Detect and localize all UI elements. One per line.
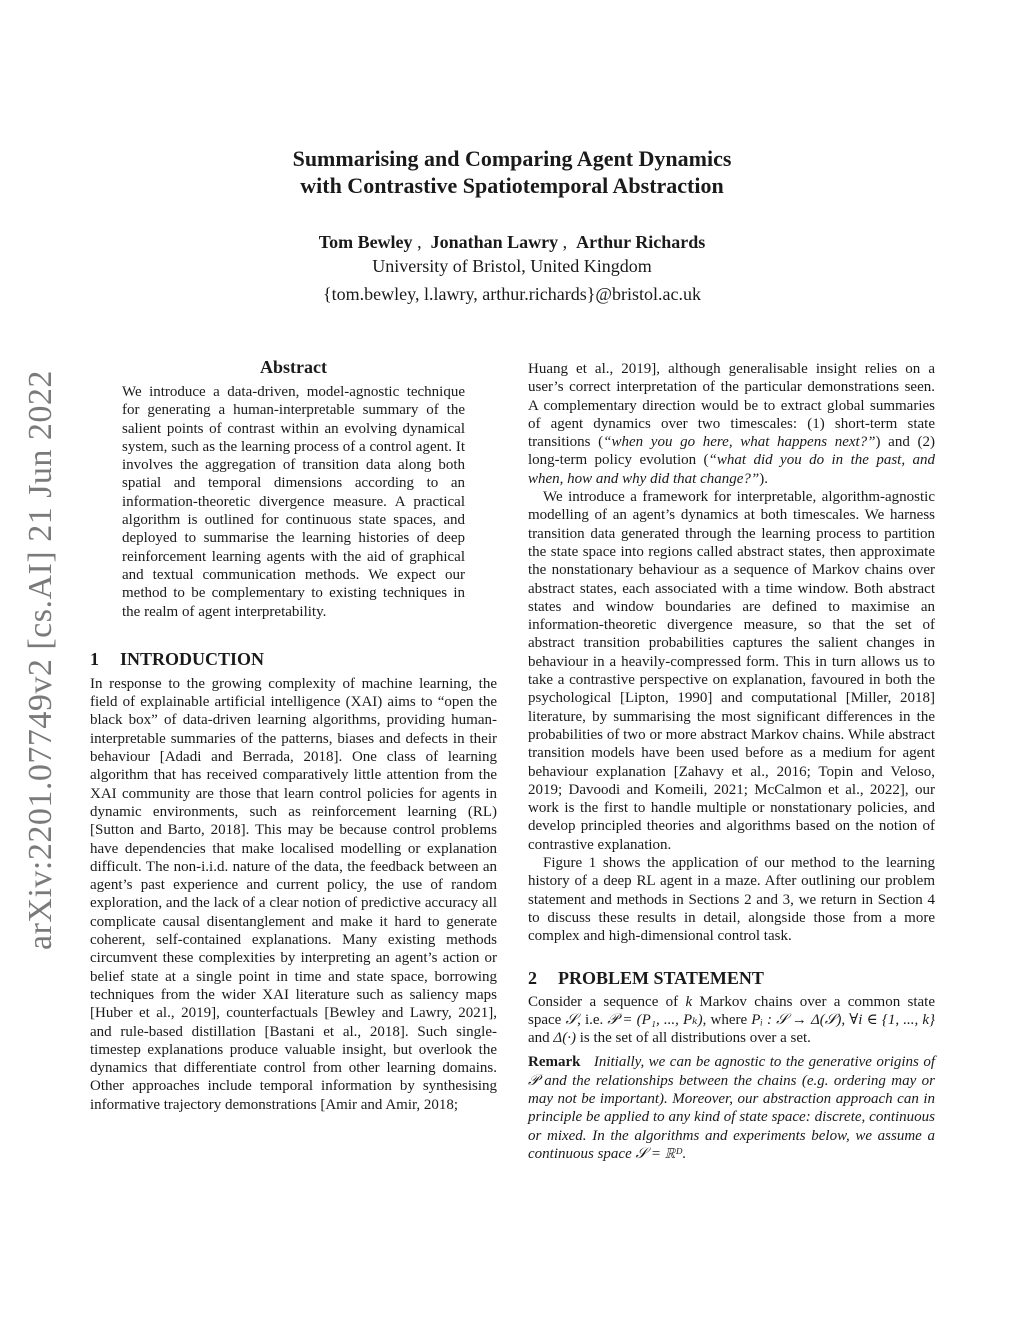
section-2-title: PROBLEM STATEMENT xyxy=(558,967,764,988)
abstract-heading: Abstract xyxy=(260,357,327,377)
intro-paragraph-2: We introduce a framework for interpretable, algorithm-agnostic modelling of an agent’s dynamics at both timescales. We harness transition data generated through the learning process to partition the state space into regions called abstract states, then approximate the nonstationary behaviour as a sequence of Markov chains over abstract states, each associated with a time window. Both abstract states and window boundaries are defined to maximise an information-theoretic divergence measure, so that the set of abstract transition probabilities captures the salient changes in behaviour in a heavily-compressed form. This in turn allows us to take a contrastive perspective on explanation, favoured in both the psychological [Lipton, 1990] and computational [Miller, 2018] literature, by summarising the most significant differences in the probabilities of two or more abstract Markov chains. While abstract transition models have been used before as a medium for agent behaviour explanation [Zahavy et al., 2016; Topin and Veloso, 2019; Davoodi and Komeili, 2021; McCalmon et al., 2022], our work is the first to handle multiple or nonstationary policies, and develop principled theories and algorithms based on the notion of contrastive explanation. xyxy=(528,489,935,853)
title-line-1: Summarising and Comparing Agent Dynamics xyxy=(292,146,732,171)
abstract-text: We introduce a data-driven, model-agnostic technique for generating a human-interpretable summary of the salient points of contrast within an evolving dynamical system, such as the learning process of a control agent. It involves the aggregation of transition data along both spatial and temporal dimensions according to an information-theoretic divergence measure. A practical algorithm is outlined for continuous state spaces, and deployed to summarise the learning histories of deep reinforcement learning agents with the aid of graphical and textual communication methods. We expect our method to be complementary to existing techniques in the realm of agent interpretability. xyxy=(122,384,465,620)
left-column xyxy=(90,355,497,1114)
right-column xyxy=(528,360,935,1163)
title-line-2: with Contrastive Spatiotemporal Abstraction xyxy=(300,173,724,198)
author-3: Arthur Richards xyxy=(576,232,706,252)
author-list: Tom Bewley , Jonathan Lawry , Arthur Richards xyxy=(318,232,706,252)
section-2-number: 2 xyxy=(528,967,537,988)
short-term-question: “when you go here, what happens next?” xyxy=(603,434,876,451)
intro-paragraph-3: Figure 1 shows the application of our method to the learning history of a deep RL agent in a maze. After outlining our problem statement and methods in Sections 2 and 3, we return in Section 4 to discuss these results in detail, alongside those from a more complex and high-dimensional control task. xyxy=(528,855,935,945)
author-1: Tom Bewley xyxy=(318,232,413,252)
affiliation: University of Bristol, United Kingdom xyxy=(372,256,652,276)
section-1-heading xyxy=(90,647,497,671)
long-term-question: “what did you do in the past, and when, how and why did that change?” xyxy=(528,452,935,487)
problem-paragraph-1: Consider a sequence of k Markov chains over a common state space 𝒮, i.e. 𝒫 = (P₁, ..., Pₖ), where Pᵢ : 𝒮 → Δ(𝒮), ∀i ∈ {1, ..., k} and Δ(·) is the set of all distributions over a set. xyxy=(528,993,935,1047)
section-1-number: 1 xyxy=(90,648,99,669)
section-2-heading xyxy=(528,966,935,990)
remark-paragraph xyxy=(528,1053,935,1163)
author-emails: {tom.bewley, l.lawry, arthur.richards}@bristol.ac.uk xyxy=(323,284,701,304)
intro-paragraph-1-continued: Huang et al., 2019], although generalisable insight relies on a user’s correct interpretation of the particular demonstrations seen. A complementary direction would be to extract global summaries of agent dynamics over two timescales: (1) short-term state transitions (“when you go here, what happens next?”) and (2) long-term policy evolution (“what did you do in the past, and when, how and why did that change?”). xyxy=(528,361,935,487)
paper-title xyxy=(0,145,1024,199)
remark-text: Initially, we can be agnostic to the generative origins of 𝒫 and the relationships between the chains (e.g. ordering may or may not be important). Moreover, our abstraction approach can in principle be applied to any kind of state space: discrete, continuous or mixed. In the algorithms and experiments below, we assume a continuous space 𝒮 = ℝᴰ. xyxy=(528,1054,935,1162)
author-2: Jonathan Lawry xyxy=(430,232,559,252)
remark-label: Remark xyxy=(528,1054,581,1071)
arxiv-identifier: arXiv:2201.07749v2 [cs.AI] 21 Jun 2022 xyxy=(22,370,59,950)
section-1-title: INTRODUCTION xyxy=(120,648,265,669)
intro-paragraph-1: In response to the growing complexity of machine learning, the field of explainable artificial intelligence (XAI) aims to “open the black box” of data-driven learning algorithms, providing human-interpretable summaries of the patterns, biases and defects in their behaviour [Adadi and Berrada, 2018]. One class of learning algorithm that has received comparatively little attention from the XAI community are those that learn control policies for agents in dynamic environments, such as reinforcement learning (RL) [Sutton and Barto, 2018]. This may be because control problems have dependencies that make localised modelling or explanation difficult. The non-i.i.d. nature of the data, the feedback between an agent’s past experience and current policy, the use of random exploration, and the lack of a clear notion of predictive accuracy all complicate causal disentanglement and make it hard to generate coherent, self-contained explanations. Many existing methods circumvent these complexities by interpreting an agent’s action or belief state at a single point in time and state space, borrowing techniques from the wider XAI literature such as saliency maps [Huber et al., 2019], counterfactuals [Bewley and Lawry, 2021], and rule-based distillation [Bastani et al., 2018]. Such single-timestep explanations produce valuable insight, but overlook the dynamics that differentiate control from other learning domains. Other approaches include temporal information by synthesising informative trajectory demonstrations [Amir and Amir, 2018; xyxy=(90,675,497,1113)
